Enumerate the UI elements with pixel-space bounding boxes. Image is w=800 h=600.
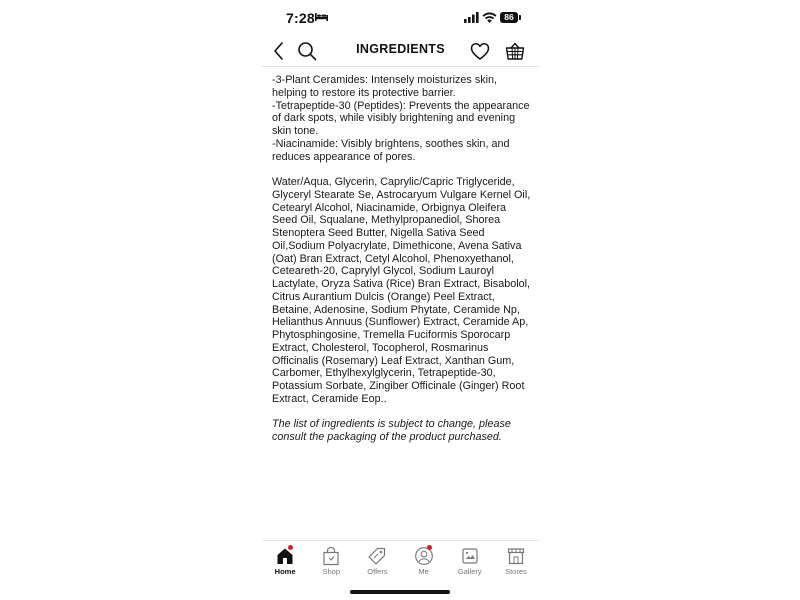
benefit-item: -Tetrapeptide-30 (Peptides): Prevents the appearance of dark spots, while visibly brightening and evening skin tone. <box>272 99 530 137</box>
basket-button[interactable] <box>503 39 527 63</box>
basket-icon <box>503 39 527 63</box>
tab-gallery[interactable] <box>447 541 493 581</box>
tab-home[interactable] <box>262 541 308 581</box>
tab-label: Home <box>274 567 296 576</box>
status-time: 7:28 <box>286 10 315 26</box>
notification-dot <box>288 545 293 550</box>
battery-icon: 86 <box>500 12 518 23</box>
shopping-bag-icon <box>321 546 341 566</box>
wifi-icon <box>482 12 497 23</box>
tab-label: Gallery <box>457 567 482 576</box>
tab-label: Shop <box>322 567 341 576</box>
status-bar <box>262 0 539 36</box>
search-icon <box>295 39 319 63</box>
ingredients-content <box>272 74 534 444</box>
benefit-item: -Niacinamide: Visibly brightens, soothes skin, and reduces appearance of pores. <box>272 137 510 163</box>
tab-me[interactable] <box>401 541 447 581</box>
signal-icon <box>464 12 479 23</box>
top-nav-bar <box>262 36 539 67</box>
home-indicator[interactable] <box>350 590 450 594</box>
favorites-button[interactable] <box>468 39 492 63</box>
back-button[interactable] <box>267 39 291 63</box>
ingredients-disclaimer: The list of ingredients is subject to change, please consult the packaging of the product purchased. <box>272 418 511 443</box>
tab-offers[interactable] <box>354 541 400 581</box>
notification-dot <box>427 545 432 550</box>
bottom-tab-bar <box>262 540 539 581</box>
tab-stores[interactable] <box>493 541 539 581</box>
tag-icon <box>367 546 387 566</box>
bed-icon <box>315 13 328 21</box>
search-button[interactable] <box>295 39 319 63</box>
tab-label: Stores <box>505 567 527 576</box>
tab-shop[interactable] <box>308 541 354 581</box>
store-icon <box>506 546 526 566</box>
back-chevron-icon <box>267 39 291 63</box>
gallery-icon <box>460 546 480 566</box>
phone-screen <box>262 0 539 600</box>
ingredients-list: Water/Aqua, Glycerin, Caprylic/Capric Triglyceride, Glyceryl Stearate Se, Astrocaryum Vulgare Kernel Oil, Cetearyl Alcohol, Niacinamide, Orbignya Oleifera Seed Oil, Squalane, Methylpropanediol, Shorea Stenoptera Seed Butter, Nigella Sativa Seed Oil,Sodium Polyacrylate, Dimethicone, Avena Sativa (Oat) Bran Extract, Cetyl Alcohol, Phenoxyethanol, Ceteareth-20, Caprylyl Glycol, Sodium Lauroyl Lactylate, Oryza Sativa (Rice) Bran Extract, Bisabolol, Citrus Aurantium Dulcis (Orange) Peel Extract, Betaine, Adenosine, Sodium Phytate, Ceramide Np, Helianthus Annuus (Sunflower) Extract, Ceramide Ap, Phytosphingosine, Tremella Fuciformis Sporocarp Extract, Cholesterol, Tocopherol, Rosmarinus Officinalis (Rosemary) Leaf Extract, Xanthan Gum, Carbomer, Ethylhexylglycerin, Tetrapeptide-30, Potassium Sorbate, Zingiber Officinale (Ginger) Root Extract, Ceramide Eop.. <box>272 176 531 405</box>
benefit-item: -3-Plant Ceramides: Intensely moisturizes skin, helping to restore its protective barrier. <box>272 74 498 99</box>
battery-nub <box>519 15 521 20</box>
page-title: INGREDIENTS <box>356 42 445 56</box>
heart-icon <box>468 39 492 63</box>
tab-label: Me <box>418 567 429 576</box>
tab-label: Offers <box>367 567 388 576</box>
